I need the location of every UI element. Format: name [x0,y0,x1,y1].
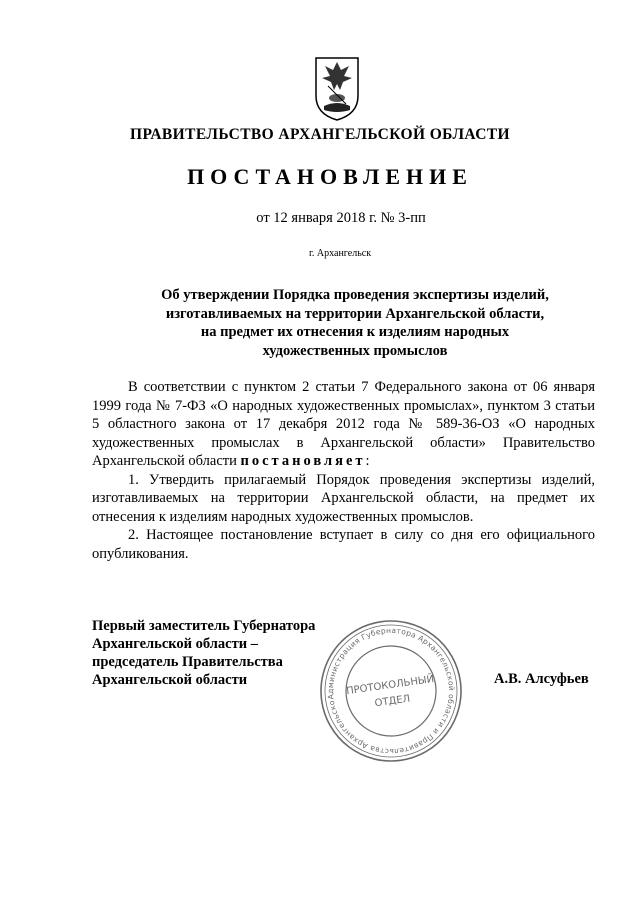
coat-of-arms-icon [314,56,360,122]
clause-1: 1. Утвердить прилагаемый Порядок проведения экспертизы изделий, изготавливаемых на территории Архангельской области, на предмет их отнесения к изделиям народных художественных промыслов. [92,471,595,525]
title-line: Об утверждении Порядка проведения экспертизы изделий, [161,287,549,303]
document-body [92,378,595,563]
title-line: на предмет их отнесения к изделиям народных [200,324,510,340]
document-place: г. Архангельск [308,248,372,259]
seal-stamp [316,616,466,766]
position-line: председатель Правительства [92,654,283,670]
position-line: Архангельской области [92,672,248,688]
position-line: Архангельской области – [92,636,258,652]
preamble-paragraph [92,378,595,471]
document-type: ПОСТАНОВЛЕНИЕ [187,164,473,189]
title-line: художественных промыслов [262,342,448,359]
document-date-number: от 12 января 2018 г. № 3-пп [256,210,426,226]
position-line: Первый заместитель Губернатора [92,618,316,634]
resolves-colon: : [365,453,370,469]
document-title [130,286,580,360]
resolves-word: постановляет [240,453,366,469]
seal-inner-line-2: ОТДЕЛ [374,693,411,710]
seal-outer-text: Администрация Губернатора Архангельской области и Правительства Архангельской [325,625,457,757]
title-line: изготавливаемых на территории Архангельской области, [165,305,545,322]
seal-inner-line-1: ПРОТОКОЛЬНЫЙ [345,673,435,698]
preamble-text: В соответствии с пунктом 2 статьи 7 Федерального закона от 06 января 1999 года № 7-ФЗ «О народных художественных промыслах», пунктом 3 статьи 5 областного закона от 17 декабря 2012 года № 589-36-ОЗ «О народных художественных промыслах в Архангельской области» Правительство Архангельской области [92,379,595,469]
signatory-name: А.В. Алсуфьев [494,671,589,687]
signatory-position [92,617,352,689]
agency-name: ПРАВИТЕЛЬСТВО АРХАНГЕЛЬСКОЙ ОБЛАСТИ [129,126,510,143]
clause-2: 2. Настоящее постановление вступает в силу со дня его официального опубликования. [92,527,595,562]
